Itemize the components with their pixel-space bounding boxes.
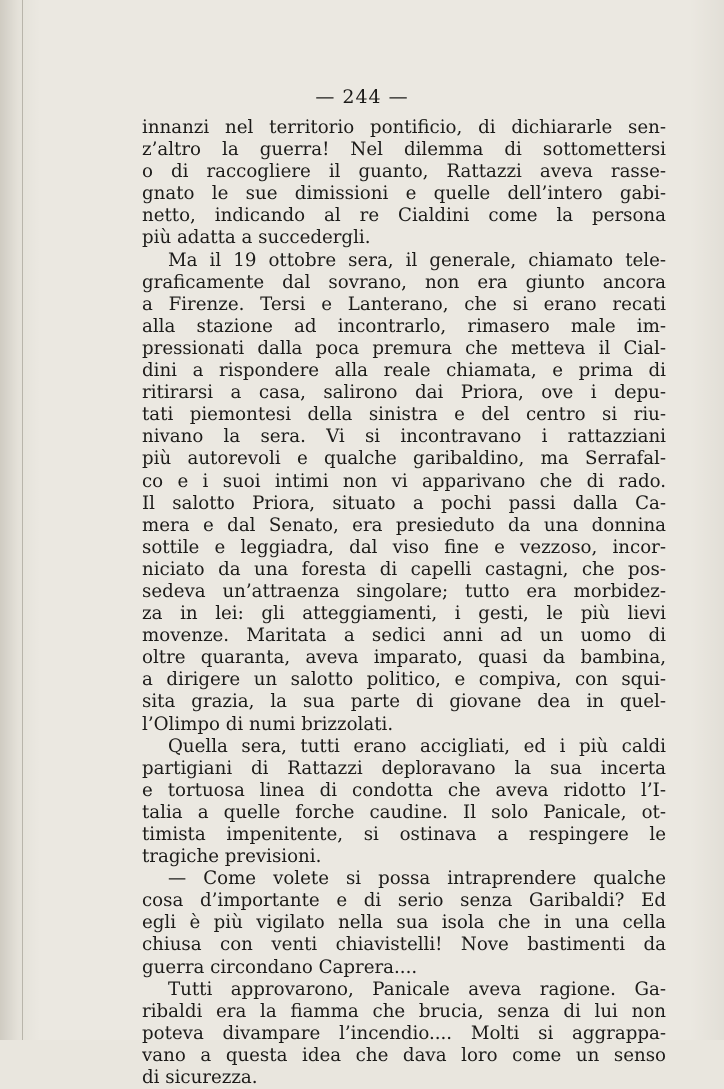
text-line: di sicurezza. xyxy=(142,1067,258,1089)
text-line: chiusa con venti chiavistelli! Nove bastimenti da xyxy=(142,934,666,956)
text-line: egli è più vigilato nella sua isola che in una cella xyxy=(142,912,666,934)
text-line: gnato le sue dimissioni e quelle dell’intero gabi- xyxy=(142,183,666,205)
text-line: partigiani di Rattazzi deploravano la sua incerta xyxy=(142,757,666,779)
text-line: tragiche previsioni. xyxy=(142,846,322,868)
text-line: ritirarsi a casa, salirono dai Priora, ove i depu- xyxy=(142,382,666,404)
text-line: nivano la sera. Vi si incontravano i rattazziani xyxy=(142,426,666,448)
text-line: Ma il 19 ottobre sera, il generale, chiamato tele- xyxy=(168,249,666,271)
text-line: mera e dal Senato, era presieduto da una donnina xyxy=(142,514,666,536)
text-line: più autorevoli e qualche garibaldino, ma Serrafal- xyxy=(142,448,666,470)
text-line: cosa d’importante e di serio senza Garibaldi? Ed xyxy=(142,890,666,912)
text-line: za in lei: gli atteggiamenti, i gesti, le più lievi xyxy=(142,603,666,625)
text-line: sedeva un’attraenza singolare; tutto era morbidez- xyxy=(142,580,666,602)
text-line: — Come volete si possa intraprendere qualche xyxy=(168,868,666,890)
text-line: poteva divampare l’incendio.... Molti si aggrappa- xyxy=(142,1022,666,1044)
text-line: niciato da una foresta di capelli castagni, che pos- xyxy=(142,558,666,580)
text-line: e tortuosa linea di condotta che aveva ridotto l’I- xyxy=(142,779,666,801)
text-line: più adatta a succedergli. xyxy=(142,227,371,249)
text-line: pressionati dalla poca premura che metteva il Cial- xyxy=(142,337,666,359)
text-line: sita grazia, la sua parte di giovane dea in quel- xyxy=(142,691,666,713)
text-line: movenze. Maritata a sedici anni ad un uomo di xyxy=(142,625,666,647)
text-line: guerra circondano Caprera.... xyxy=(142,956,418,978)
text-line: innanzi nel territorio pontificio, di dichiararle sen- xyxy=(142,117,666,138)
text-line: Il salotto Priora, situato a pochi passi dalla Ca- xyxy=(142,492,666,514)
text-line: alla stazione ad incontrarlo, rimasero male im- xyxy=(142,315,666,337)
body-text xyxy=(142,117,666,1089)
text-line: co e i suoi intimi non vi apparivano che di rado. xyxy=(142,470,666,492)
text-line: graficamente dal sovrano, non era giunto ancora xyxy=(142,271,666,293)
text-line: a Firenze. Tersi e Lanterano, che si erano recati xyxy=(142,293,666,315)
text-line: o di raccogliere il guanto, Rattazzi aveva rasse- xyxy=(142,161,666,183)
text-line: tati piemontesi della sinistra e del centro si riu- xyxy=(142,404,666,426)
binding-gutter xyxy=(22,0,23,1040)
text-line: netto, indicando al re Cialdini come la persona xyxy=(142,205,666,227)
text-line: dini a rispondere alla reale chiamata, e prima di xyxy=(142,360,666,382)
text-line: ribaldi era la fiamma che brucia, senza di lui non xyxy=(142,1000,666,1022)
text-line: a dirigere un salotto politico, e compiva, con squi- xyxy=(142,669,666,691)
text-line: Tutti approvarono, Panicale aveva ragione. Ga- xyxy=(168,978,666,1000)
text-line: talia a quelle forche caudine. Il solo Panicale, ot- xyxy=(142,801,666,823)
text-line: oltre quaranta, aveva imparato, quasi da bambina, xyxy=(142,647,666,669)
text-line: sottile e leggiadra, dal viso fine e vezzoso, incor- xyxy=(142,536,666,558)
text-line: l’Olimpo di numi brizzolati. xyxy=(142,713,394,735)
page-number: — 244 — xyxy=(315,86,409,108)
text-line: timista impenitente, si ostinava a respingere le xyxy=(142,824,666,845)
text-line: Quella sera, tutti erano accigliati, ed i più caldi xyxy=(168,735,666,757)
text-line: vano a questa idea che dava loro come un senso xyxy=(142,1044,666,1066)
text-line: z’altro la guerra! Nel dilemma di sottomettersi xyxy=(142,139,666,161)
